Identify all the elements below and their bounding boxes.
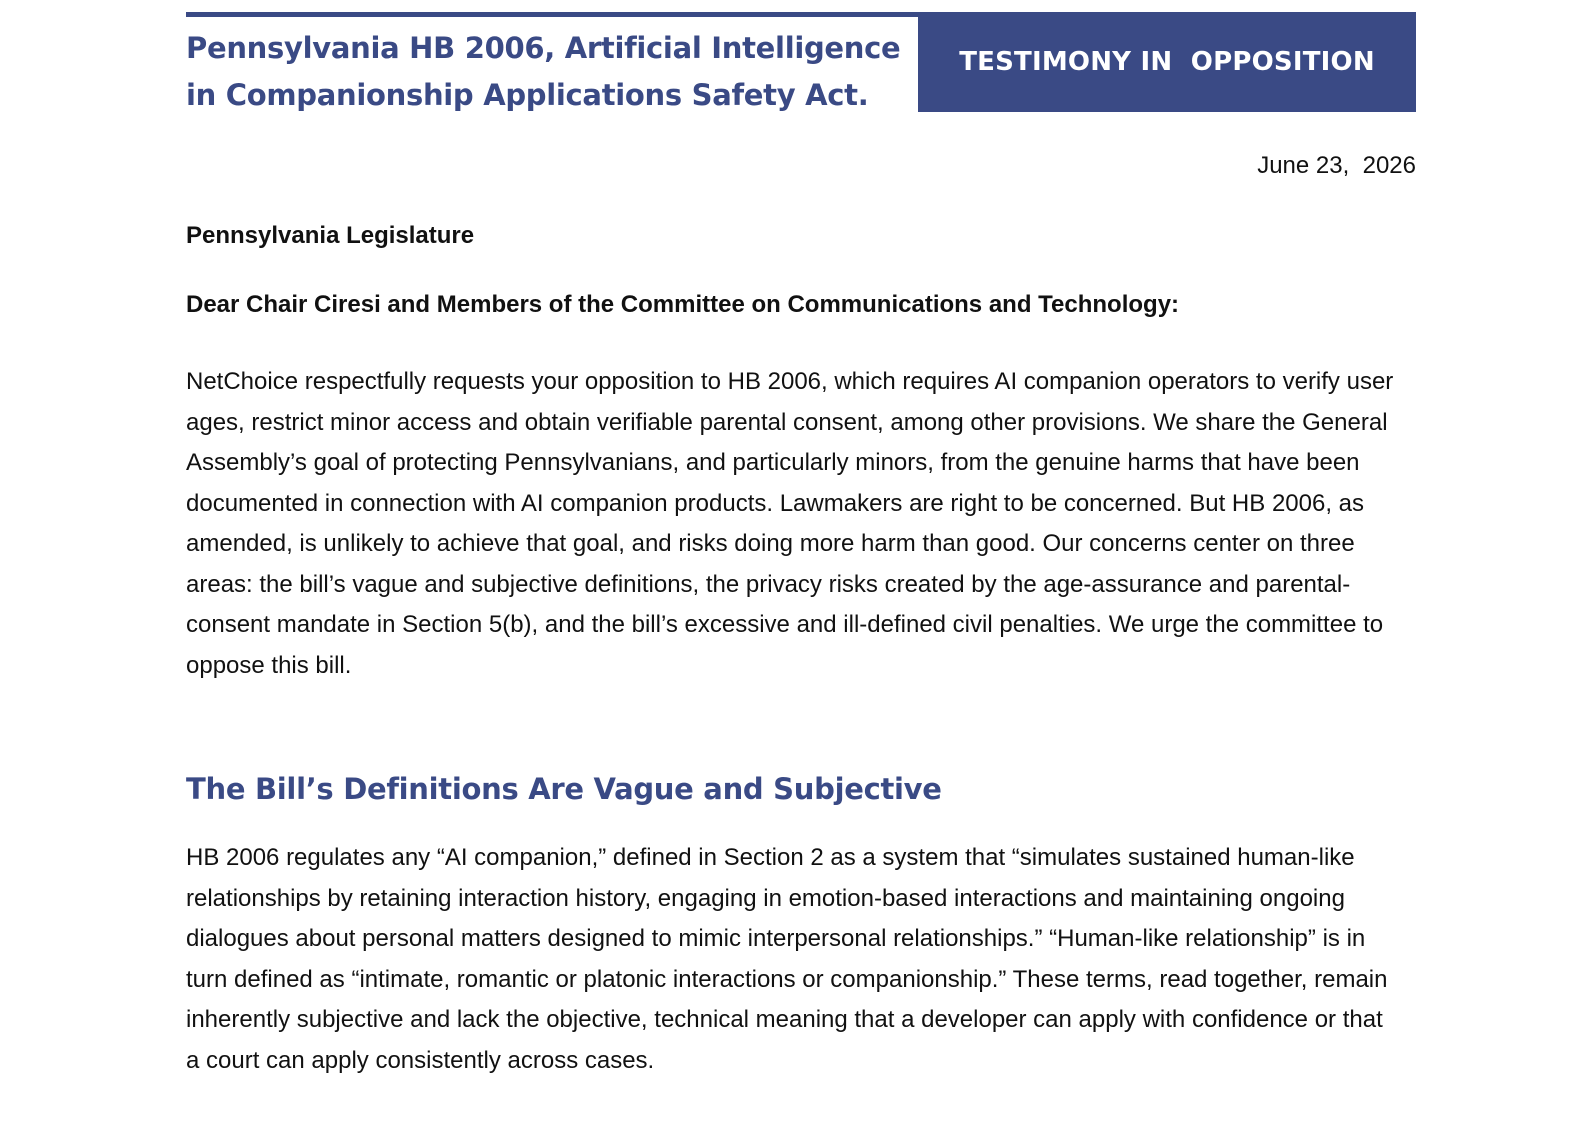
document-date: June 23, 2026 <box>1257 152 1416 179</box>
salutation: Dear Chair Ciresi and Members of the Committee on Communications and Technology: <box>186 291 1180 318</box>
intro-paragraph: NetChoice respectfully requests your opposition to HB 2006, which requires AI companion operators to verify user ages, restrict minor access and obtain verifiable parental consent, among other provisions. We share the General Assembly’s goal of protecting Pennsylvanians, and particularly minors, from the genuine harms that have been documented in connection with AI companion products. Lawmakers are right to be concerned. But HB 2006, as amended, is unlikely to achieve that goal, and risks doing more harm than good. Our concerns center on three areas: the bill’s vague and subjective definitions, the privacy risks created by the age-assurance and parental-consent mandate in Section 5(b), and the bill’s excessive and ill-defined civil penalties. We urge the committee to oppose this bill. <box>186 368 1394 679</box>
bill-title-line-2: in Companionship Applications Safety Act. <box>186 78 869 112</box>
recipient: Pennsylvania Legislature <box>186 222 475 249</box>
section-heading: The Bill’s Definitions Are Vague and Subjective <box>186 772 942 806</box>
section-paragraph: HB 2006 regulates any “AI companion,” defined in Section 2 as a system that “simulates sustained human-like relationships by retaining interaction history, engaging in emotion-based interactions and maintaining ongoing dialogues about personal matters designed to mimic interpersonal relationships.” “Human-like relationship” is in turn defined as “intimate, romantic or platonic interactions or companionship.” These terms, read together, remain inherently subjective and lack the objective, technical meaning that a developer can apply with confidence or that a court can apply consistently across cases. <box>186 844 1388 1074</box>
bill-title-line-1: Pennsylvania HB 2006, Artificial Intelligence <box>186 31 901 65</box>
document-page <box>186 12 1416 1074</box>
bill-title <box>186 25 916 119</box>
document-header <box>186 12 1416 119</box>
testimony-badge: TESTIMONY IN OPPOSITION <box>918 12 1416 112</box>
